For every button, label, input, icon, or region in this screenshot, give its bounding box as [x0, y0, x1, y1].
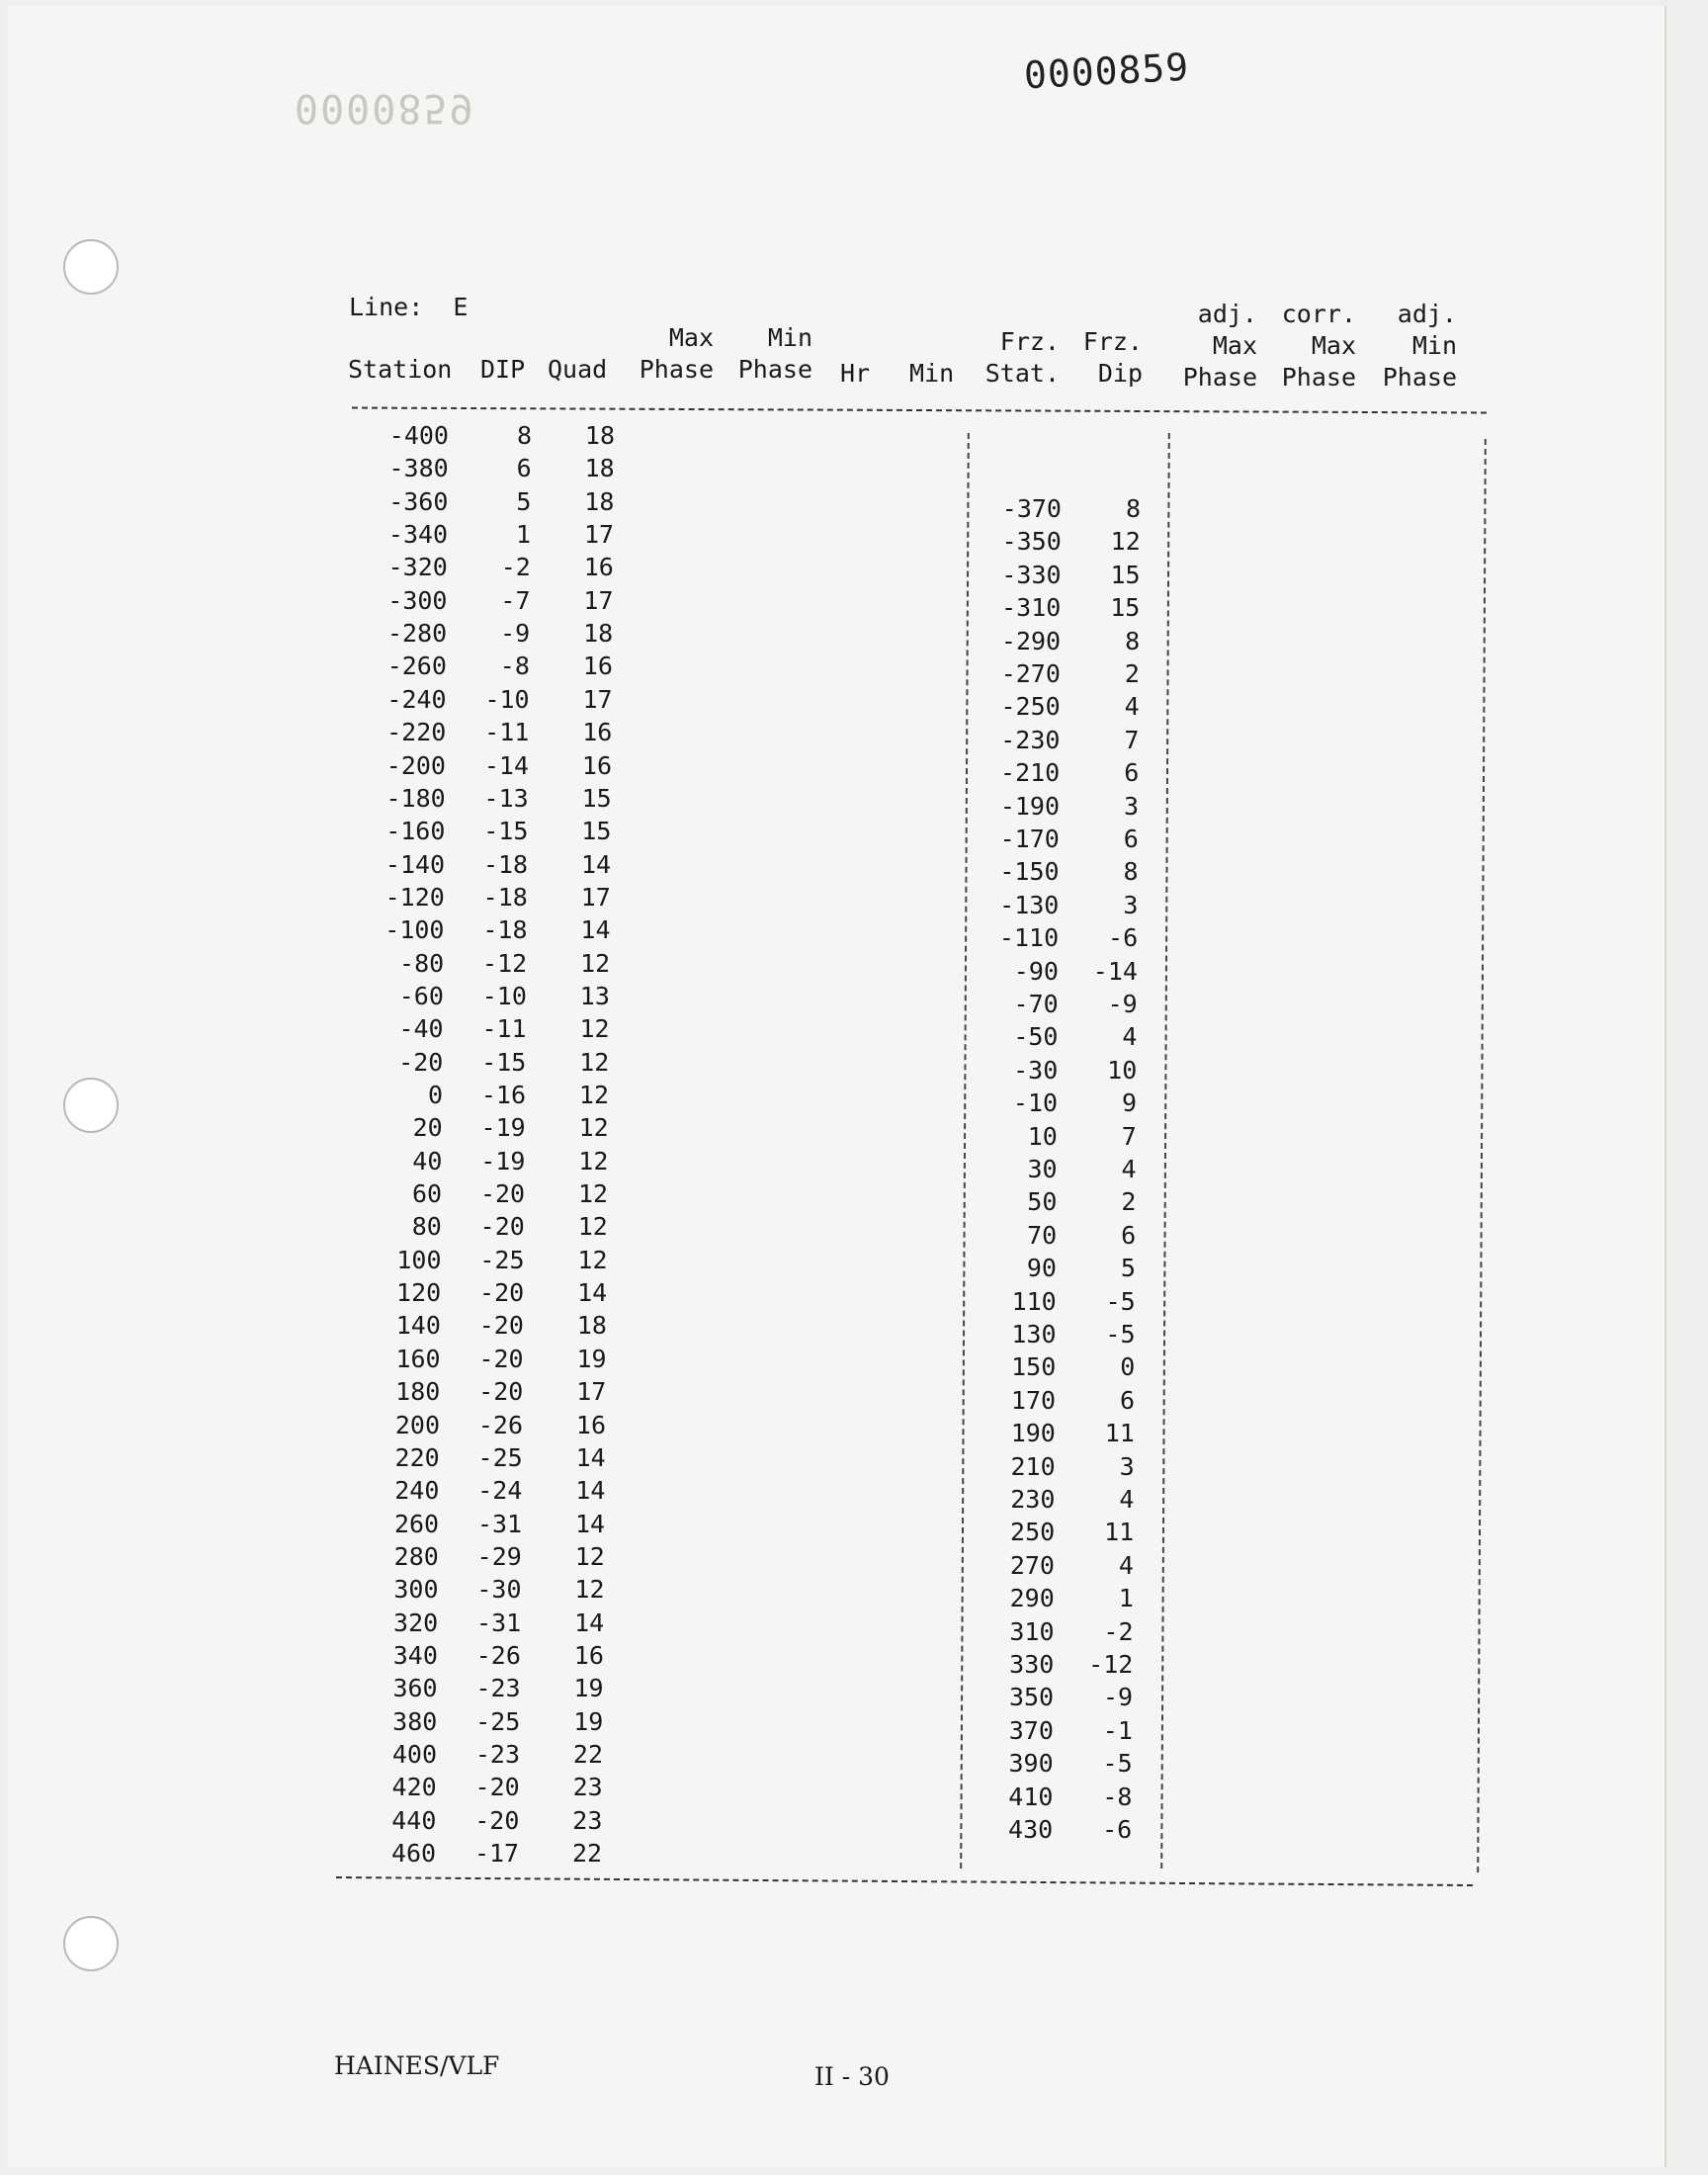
cell-dip: -25 [477, 1442, 523, 1472]
cell-station: -180 [385, 783, 446, 813]
cell-quad: 16 [581, 750, 612, 780]
cell-frz-dip: 4 [1119, 1485, 1135, 1514]
cell-dip: -20 [478, 1377, 524, 1407]
cell-frz-stat: 270 [1009, 1550, 1055, 1580]
cell-station: -160 [385, 817, 446, 846]
cell-dip: -14 [483, 750, 529, 780]
cell-station: 400 [391, 1740, 437, 1769]
cell-frz-stat: -330 [1001, 560, 1062, 589]
cell-frz-stat: 170 [1010, 1385, 1057, 1415]
cell-dip: -31 [476, 1608, 522, 1637]
cell-quad: 13 [579, 981, 610, 1010]
cell-quad: 22 [572, 1839, 603, 1869]
cell-station: 100 [396, 1245, 442, 1274]
cell-frz-dip: -5 [1102, 1749, 1133, 1779]
cell-quad: 12 [577, 1212, 608, 1242]
cell-quad: 17 [582, 684, 613, 714]
cell-dip: -17 [473, 1839, 520, 1869]
cell-dip: -31 [476, 1509, 523, 1538]
cell-quad: 16 [582, 718, 613, 747]
cell-station: -20 [398, 1047, 444, 1077]
cell-station: -260 [386, 652, 447, 681]
cell-quad: 18 [584, 486, 615, 516]
cell-dip: 8 [516, 421, 532, 450]
cell-station: -140 [384, 849, 446, 879]
cell-dip: -20 [479, 1278, 525, 1308]
cell-station: 280 [393, 1541, 439, 1571]
header-station: Station [348, 355, 453, 384]
cell-frz-stat: 130 [1011, 1320, 1057, 1348]
cell-station: -300 [387, 585, 448, 615]
cell-quad: 14 [575, 1476, 606, 1506]
cell-quad: 14 [575, 1509, 606, 1538]
cell-frz-dip: -9 [1107, 990, 1138, 1018]
cell-frz-stat: 410 [1008, 1782, 1054, 1811]
cell-frz-dip: 3 [1123, 890, 1139, 919]
cell-station: -100 [384, 915, 445, 945]
cell-frz-stat: 50 [1027, 1187, 1058, 1217]
cell-quad: 17 [583, 585, 614, 615]
cell-dip: -10 [484, 684, 530, 714]
cell-frz-stat: -10 [1012, 1088, 1059, 1118]
cell-dip: -25 [475, 1706, 521, 1736]
cell-frz-dip: 12 [1110, 527, 1141, 557]
cell-quad: 14 [577, 1278, 608, 1308]
cell-frz-stat: -290 [1000, 626, 1062, 655]
cell-dip: -11 [484, 718, 530, 747]
cell-frz-stat: 430 [1008, 1815, 1054, 1844]
cell-station: 380 [392, 1706, 438, 1736]
cell-dip: -15 [483, 817, 529, 846]
cell-station: -400 [388, 421, 449, 450]
cell-frz-stat: -170 [999, 825, 1060, 853]
cell-quad: 12 [579, 1047, 610, 1077]
cell-quad: 18 [584, 454, 615, 483]
cell-frz-dip: -9 [1102, 1683, 1134, 1712]
cell-station: 180 [395, 1377, 441, 1407]
cell-frz-dip: 11 [1104, 1518, 1135, 1547]
cell-frz-stat: 370 [1008, 1715, 1054, 1745]
cell-dip: -20 [479, 1212, 525, 1242]
cell-dip: -15 [481, 1047, 527, 1077]
cell-frz-stat: 150 [1011, 1352, 1057, 1382]
cell-station: 20 [412, 1113, 443, 1143]
cell-station: 200 [394, 1410, 440, 1439]
cell-station: -380 [388, 454, 449, 483]
cell-frz-dip: 7 [1124, 725, 1140, 754]
cell-frz-dip: 6 [1120, 1385, 1136, 1415]
cell-frz-stat: 230 [1010, 1485, 1056, 1514]
cell-frz-stat: 190 [1010, 1419, 1056, 1448]
cell-frz-dip: 9 [1121, 1088, 1138, 1118]
cell-station: -120 [384, 882, 445, 912]
cell-dip: 1 [516, 520, 532, 550]
header-min-phase: Min Phase [737, 323, 812, 384]
punch-hole-top [63, 239, 119, 295]
cell-station: -360 [388, 486, 449, 516]
cell-frz-stat: -270 [1000, 659, 1061, 688]
cell-quad: 19 [573, 1706, 604, 1736]
cell-dip: -13 [483, 783, 529, 813]
cell-quad: 12 [578, 1146, 609, 1175]
cell-dip: -29 [476, 1541, 522, 1571]
cell-frz-dip: 3 [1123, 791, 1140, 821]
cell-frz-dip: 4 [1121, 1155, 1137, 1183]
cell-quad: 18 [584, 421, 615, 450]
cell-dip: -7 [500, 585, 531, 615]
cell-quad: 12 [580, 948, 611, 978]
cell-quad: 12 [577, 1245, 608, 1274]
cell-frz-stat: 390 [1008, 1749, 1054, 1779]
cell-frz-dip: 15 [1110, 593, 1141, 623]
cell-dip: -12 [482, 948, 528, 978]
cell-station: 340 [392, 1640, 438, 1670]
cell-frz-dip: 8 [1125, 494, 1141, 523]
cell-frz-stat: -210 [1000, 758, 1061, 788]
header-frz-stat: Frz. Stat. [984, 327, 1060, 388]
cell-frz-stat: -70 [1013, 990, 1059, 1018]
cell-quad: 14 [580, 915, 611, 945]
cell-quad: 12 [578, 1113, 609, 1143]
cell-frz-stat: -350 [1001, 527, 1062, 557]
cell-dip: -26 [475, 1640, 521, 1670]
cell-dip: -20 [479, 1179, 526, 1209]
document-number: 0000859 [1022, 44, 1191, 98]
cell-quad: 16 [583, 553, 614, 582]
cell-frz-stat: -310 [1001, 593, 1062, 623]
cell-frz-dip: 5 [1120, 1254, 1136, 1283]
document-number-bleedthrough: 0000859 [295, 85, 475, 130]
header-frz-dip: Frz. Dip [1082, 327, 1143, 388]
cell-quad: 17 [580, 882, 611, 912]
cell-station: 120 [396, 1278, 442, 1308]
cell-station: 260 [393, 1509, 440, 1538]
cell-frz-stat: -130 [999, 890, 1060, 919]
cell-frz-dip: 11 [1104, 1419, 1135, 1448]
cell-station: -80 [399, 948, 445, 978]
footer-page-number: II - 30 [814, 2062, 890, 2091]
cell-station: -220 [386, 718, 447, 747]
cell-station: -40 [398, 1014, 444, 1044]
cell-frz-stat: -110 [998, 923, 1060, 953]
header-min: Min [909, 359, 955, 388]
cell-quad: 17 [576, 1377, 607, 1407]
cell-station: 160 [395, 1344, 441, 1373]
cell-quad: 14 [581, 849, 612, 879]
cell-quad: 14 [575, 1442, 606, 1472]
cell-frz-dip: 15 [1110, 560, 1141, 589]
header-max-phase: Max Phase [639, 323, 714, 384]
cell-station: 360 [392, 1674, 438, 1703]
cell-frz-dip: 6 [1123, 825, 1139, 853]
cell-frz-dip: 6 [1121, 1220, 1137, 1250]
cell-station: -60 [398, 981, 444, 1010]
cell-frz-dip: -5 [1105, 1320, 1136, 1348]
cell-quad: 19 [573, 1674, 604, 1703]
cell-dip: -23 [474, 1740, 520, 1769]
cell-station: 60 [412, 1179, 443, 1209]
header-corr-max-phase: corr. Max Phase [1281, 300, 1356, 392]
cell-dip: -18 [482, 882, 528, 912]
cell-quad: 18 [583, 619, 614, 649]
cell-dip: -30 [476, 1575, 522, 1605]
cell-dip: -18 [482, 849, 529, 879]
cell-quad: 23 [572, 1773, 603, 1802]
cell-quad: 15 [581, 783, 612, 813]
cell-frz-stat: 90 [1026, 1254, 1057, 1283]
header-adj-min-phase: adj. Min Phase [1382, 300, 1457, 392]
cell-quad: 16 [582, 652, 613, 681]
cell-station: 0 [427, 1081, 443, 1109]
cell-frz-dip: -12 [1088, 1650, 1134, 1679]
cell-frz-stat: 310 [1009, 1616, 1055, 1646]
cell-quad: 12 [574, 1541, 605, 1571]
cell-station: -280 [386, 619, 448, 649]
header-adj-max-phase: adj. Max Phase [1182, 300, 1257, 392]
cell-frz-stat: 290 [1009, 1584, 1055, 1613]
cell-quad: 14 [574, 1608, 605, 1637]
cell-frz-dip: -6 [1102, 1815, 1133, 1844]
cell-frz-dip: -2 [1103, 1616, 1134, 1646]
cell-frz-dip: -8 [1102, 1782, 1133, 1811]
cell-dip: 5 [516, 486, 532, 516]
cell-frz-stat: -50 [1013, 1022, 1059, 1052]
cell-frz-stat: 210 [1010, 1451, 1056, 1481]
cell-dip: -23 [475, 1674, 521, 1703]
cell-dip: -8 [499, 652, 530, 681]
cell-station: 440 [391, 1805, 437, 1835]
header-hr: Hr [840, 359, 871, 388]
cell-frz-stat: 350 [1008, 1683, 1055, 1712]
cell-frz-dip: -6 [1108, 923, 1139, 953]
cell-quad: 12 [574, 1575, 605, 1605]
cell-frz-stat: -370 [1001, 494, 1062, 523]
cell-frz-dip: 4 [1122, 1022, 1138, 1052]
cell-quad: 16 [575, 1410, 606, 1439]
footer-project: HAINES/VLF [334, 2051, 500, 2080]
cell-station: 240 [394, 1476, 440, 1506]
cell-quad: 12 [578, 1179, 609, 1209]
cell-quad: 17 [584, 520, 615, 550]
header-dip: DIP [480, 355, 526, 384]
cell-quad: 15 [581, 817, 612, 846]
cell-quad: 18 [576, 1311, 607, 1341]
cell-quad: 12 [578, 1081, 609, 1109]
cell-frz-dip: 1 [1118, 1584, 1134, 1613]
cell-dip: -18 [482, 915, 528, 945]
cell-station: 300 [393, 1575, 439, 1605]
cell-quad: 12 [579, 1014, 610, 1044]
cell-frz-dip: 3 [1119, 1451, 1135, 1481]
cell-frz-dip: 6 [1124, 758, 1140, 788]
cell-quad: 23 [572, 1805, 603, 1835]
cell-dip: -20 [478, 1311, 524, 1341]
cell-dip: -10 [481, 981, 527, 1010]
cell-dip: -2 [500, 553, 531, 582]
cell-quad: 19 [576, 1344, 607, 1373]
cell-frz-stat: -30 [1013, 1055, 1059, 1085]
cell-quad: 16 [573, 1640, 604, 1670]
cell-frz-dip: 10 [1107, 1055, 1138, 1085]
cell-station: 220 [394, 1442, 440, 1472]
cell-frz-stat: -230 [1000, 725, 1061, 754]
cell-frz-dip: 7 [1121, 1121, 1137, 1151]
cell-quad: 22 [572, 1740, 603, 1769]
cell-frz-dip: -14 [1092, 956, 1138, 986]
cell-station: 140 [395, 1311, 441, 1341]
cell-frz-stat: -190 [999, 791, 1061, 821]
cell-frz-dip: 0 [1120, 1352, 1136, 1382]
cell-dip: -20 [474, 1805, 520, 1835]
cell-station: 80 [411, 1212, 442, 1242]
cell-frz-dip: 2 [1124, 659, 1140, 688]
cell-frz-stat: 330 [1009, 1650, 1055, 1679]
cell-station: -320 [387, 553, 448, 582]
cell-station: 460 [390, 1839, 437, 1869]
cell-frz-stat: -90 [1013, 956, 1059, 986]
cell-dip: -26 [477, 1410, 523, 1439]
cell-station: 320 [393, 1608, 439, 1637]
cell-dip: -24 [477, 1476, 523, 1506]
cell-dip: 6 [516, 454, 532, 483]
cell-frz-stat: -250 [1000, 692, 1061, 722]
cell-dip: -19 [480, 1113, 526, 1143]
cell-frz-dip: 2 [1121, 1187, 1137, 1217]
cell-frz-stat: 250 [1010, 1518, 1056, 1547]
cell-frz-dip: 8 [1123, 857, 1139, 887]
cell-station: -200 [385, 750, 446, 780]
cell-station: -340 [387, 520, 449, 550]
cell-station: 420 [391, 1773, 437, 1802]
cell-frz-stat: -150 [999, 857, 1060, 887]
cell-dip: -11 [481, 1014, 527, 1044]
cell-dip: -19 [480, 1146, 526, 1175]
cell-frz-stat: 110 [1011, 1286, 1057, 1316]
cell-dip: -16 [480, 1081, 526, 1109]
punch-hole-bottom [63, 1916, 119, 1971]
cell-frz-dip: -1 [1102, 1715, 1133, 1745]
cell-frz-dip: 8 [1125, 626, 1141, 655]
cell-frz-dip: 4 [1124, 692, 1140, 722]
cell-dip: -9 [500, 619, 531, 649]
header-quad: Quad [548, 355, 608, 384]
cell-station: 40 [412, 1146, 443, 1175]
cell-frz-stat: 30 [1027, 1155, 1058, 1183]
line-label: Line: E [349, 293, 469, 321]
cell-frz-stat: 10 [1027, 1121, 1058, 1151]
cell-frz-dip: -5 [1105, 1286, 1136, 1316]
cell-frz-dip: 4 [1118, 1550, 1134, 1580]
cell-dip: -20 [478, 1344, 524, 1373]
cell-station: -240 [386, 684, 447, 714]
cell-dip: -25 [479, 1245, 525, 1274]
punch-hole-middle [63, 1078, 119, 1133]
cell-dip: -20 [474, 1773, 520, 1802]
cell-frz-stat: 70 [1027, 1220, 1058, 1250]
